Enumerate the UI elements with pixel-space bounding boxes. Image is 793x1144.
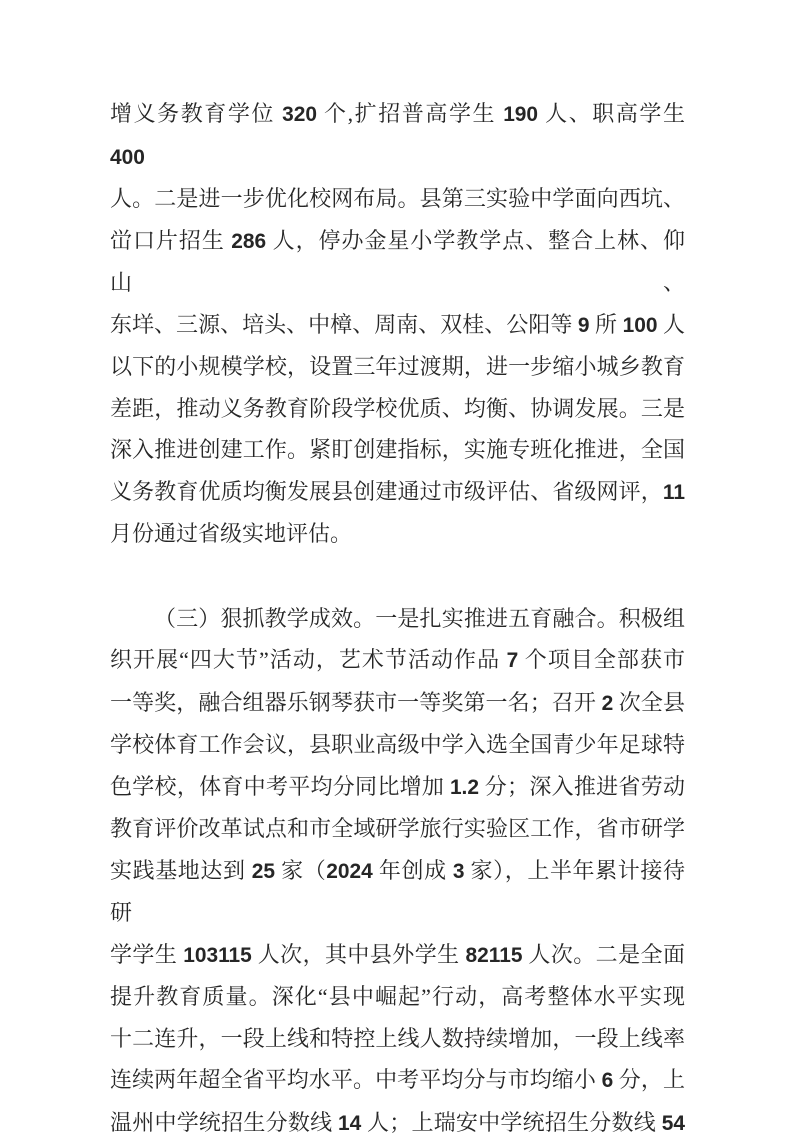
paragraph <box>110 598 685 1144</box>
text-line: 义务教育优质均衡发展县创建通过市级评估、省级网评，11 <box>110 471 685 514</box>
numeral: 54 <box>662 1112 685 1135</box>
numeral: 320 <box>282 103 317 126</box>
text-line: 月份通过省级实地评估。 <box>110 513 685 555</box>
numeral: 25 <box>252 860 275 883</box>
numeral: 6 <box>602 1069 614 1092</box>
text-line: 增义务教育学位 320 个,扩招普高学生 190 人、职高学生 400 <box>110 93 685 178</box>
text-line: 人。二是进一步优化校网布局。县第三实验中学面向西坑、 <box>110 178 685 220</box>
text-line: 学学生 103115 人次，其中县外学生 82115 人次。二是全面 <box>110 934 685 977</box>
numeral: 286 <box>231 230 266 253</box>
text-line: 深入推进创建工作。紧盯创建指标，实施专班化推进，全国 <box>110 429 685 471</box>
numeral: 100 <box>623 314 658 337</box>
document-body <box>110 93 685 1144</box>
text-line: 提升教育质量。深化“县中崛起”行动，高考整体水平实现 <box>110 976 685 1018</box>
numeral: 14 <box>338 1112 361 1135</box>
text-line: 教育评价改革试点和市全域研学旅行实验区工作，省市研学 <box>110 808 685 850</box>
numeral: 2 <box>602 692 614 715</box>
numeral: 82115 <box>466 944 523 967</box>
numeral: 7 <box>507 649 519 672</box>
numeral: 190 <box>503 103 538 126</box>
text-line: （三）狠抓教学成效。一是扎实推进五育融合。积极组 <box>110 598 685 640</box>
text-line: 以下的小规模学校，设置三年过渡期，进一步缩小城乡教育 <box>110 346 685 388</box>
numeral: 1.2 <box>450 776 479 799</box>
text-line: 峃口片招生 286 人，停办金星小学教学点、整合上林、仰山、 <box>110 220 685 304</box>
paragraph <box>110 93 685 555</box>
numeral: 103115 <box>183 944 252 967</box>
numeral: 3 <box>453 860 465 883</box>
text-line: 十二连升，一段上线和特控上线人数持续增加，一段上线率 <box>110 1018 685 1060</box>
text-line: 差距，推动义务教育阶段学校优质、均衡、协调发展。三是 <box>110 388 685 430</box>
numeral: 9 <box>578 314 590 337</box>
text-line: 连续两年超全省平均水平。中考平均分与市均缩小 6 分，上 <box>110 1059 685 1102</box>
text-line: 一等奖，融合组器乐钢琴获市一等奖第一名；召开 2 次全县 <box>110 682 685 725</box>
text-line: 学校体育工作会议，县职业高级中学入选全国青少年足球特 <box>110 724 685 766</box>
text-line: 东垟、三源、培头、中樟、周南、双桂、公阳等 9 所 100 人 <box>110 304 685 347</box>
numeral: 11 <box>663 481 685 504</box>
text-line: 温州中学统招生分数线 14 人；上瑞安中学统招生分数线 54 <box>110 1102 685 1144</box>
numeral: 400 <box>110 146 145 169</box>
text-line: 织开展“四大节”活动，艺术节活动作品 7 个项目全部获市 <box>110 639 685 682</box>
numeral: 2024 <box>326 860 372 883</box>
text-line: 色学校，体育中考平均分同比增加 1.2 分；深入推进省劳动 <box>110 766 685 809</box>
text-line: 实践基地达到 25 家（2024 年创成 3 家），上半年累计接待研 <box>110 850 685 934</box>
